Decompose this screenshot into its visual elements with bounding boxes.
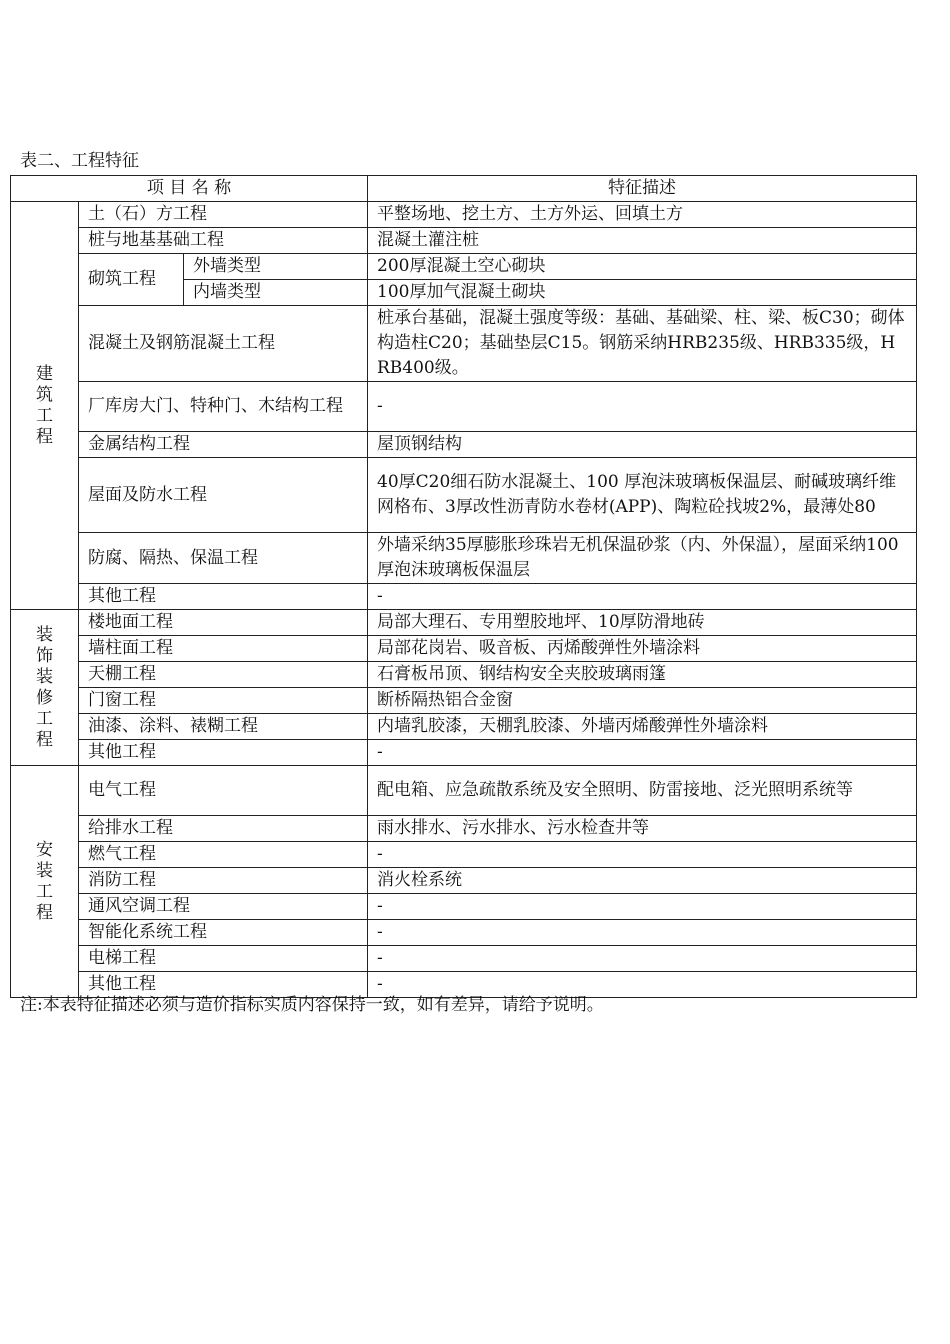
category-label: 装饰装修工程 — [36, 624, 53, 750]
table-row — [11, 202, 917, 228]
table-row — [11, 946, 917, 972]
item-description: - — [368, 972, 917, 998]
table-row — [11, 254, 917, 280]
category-decoration — [11, 610, 79, 766]
sub-item-name: 内墙类型 — [184, 280, 368, 306]
table-row — [11, 894, 917, 920]
table-row — [11, 432, 917, 458]
table-row — [11, 382, 917, 432]
item-description: 局部大理石、专用塑胶地坪、10厚防滑地砖 — [368, 610, 917, 636]
item-name: 消防工程 — [79, 868, 368, 894]
item-name: 厂库房大门、特种门、木结构工程 — [79, 382, 368, 432]
item-name: 桩与地基基础工程 — [79, 228, 368, 254]
item-name: 门窗工程 — [79, 688, 368, 714]
item-description: 桩承台基础，混凝土强度等级：基础、基础梁、柱、梁、板C30；砌体构造柱C20；基础垫层C15。钢筋采纳HRB235级、HRB335级，HRB400级。 — [368, 306, 917, 382]
engineering-features-table — [10, 175, 917, 998]
table-row — [11, 306, 917, 382]
item-name: 油漆、涂料、裱糊工程 — [79, 714, 368, 740]
table-row — [11, 740, 917, 766]
table-row — [11, 584, 917, 610]
category-architecture — [11, 202, 79, 610]
table-row — [11, 868, 917, 894]
item-description: 断桥隔热铝合金窗 — [368, 688, 917, 714]
item-description: - — [368, 740, 917, 766]
table-row — [11, 610, 917, 636]
item-description: 雨水排水、污水排水、污水检查井等 — [368, 816, 917, 842]
table-row — [11, 458, 917, 533]
table-row — [11, 920, 917, 946]
item-description: - — [368, 382, 917, 432]
item-description: 内墙乳胶漆，天棚乳胶漆、外墙丙烯酸弹性外墙涂料 — [368, 714, 917, 740]
table-row — [11, 714, 917, 740]
item-description: 100厚加气混凝土砌块 — [368, 280, 917, 306]
item-name: 土（石）方工程 — [79, 202, 368, 228]
table-row — [11, 688, 917, 714]
item-name: 其他工程 — [79, 584, 368, 610]
item-name: 墙柱面工程 — [79, 636, 368, 662]
item-description: 配电箱、应急疏散系统及安全照明、防雷接地、泛光照明系统等 — [368, 766, 917, 816]
item-description: 石膏板吊顶、钢结构安全夹胶玻璃雨篷 — [368, 662, 917, 688]
table-header-row — [11, 176, 917, 202]
item-description: 局部花岗岩、吸音板、丙烯酸弹性外墙涂料 — [368, 636, 917, 662]
item-name: 电气工程 — [79, 766, 368, 816]
item-description: - — [368, 842, 917, 868]
item-name: 电梯工程 — [79, 946, 368, 972]
item-name: 燃气工程 — [79, 842, 368, 868]
category-label: 建筑工程 — [36, 363, 53, 447]
item-description: 200厚混凝土空心砌块 — [368, 254, 917, 280]
footnote: 注:本表特征描述必须与造价指标实质内容保持一致，如有差异，请给予说明。 — [20, 995, 604, 1015]
item-description: 40厚C20细石防水混凝土、100 厚泡沫玻璃板保温层、耐碱玻璃纤维网格布、3厚改性沥青防水卷材(APP)、陶粒砼找坡2%，最薄处80 — [368, 458, 917, 533]
item-description: - — [368, 584, 917, 610]
item-description: 混凝土灌注桩 — [368, 228, 917, 254]
item-name: 砌筑工程 — [79, 254, 184, 306]
category-label: 安装工程 — [36, 839, 53, 923]
item-description: - — [368, 920, 917, 946]
item-name: 屋面及防水工程 — [79, 458, 368, 533]
item-name: 天棚工程 — [79, 662, 368, 688]
item-description: 消火栓系统 — [368, 868, 917, 894]
table-row — [11, 766, 917, 816]
sub-item-name: 外墙类型 — [184, 254, 368, 280]
item-name: 防腐、隔热、保温工程 — [79, 533, 368, 584]
item-description: 屋顶钢结构 — [368, 432, 917, 458]
table-row — [11, 228, 917, 254]
item-name: 通风空调工程 — [79, 894, 368, 920]
table-row — [11, 662, 917, 688]
item-name: 混凝土及钢筋混凝土工程 — [79, 306, 368, 382]
item-name: 金属结构工程 — [79, 432, 368, 458]
table-row — [11, 816, 917, 842]
item-name: 楼地面工程 — [79, 610, 368, 636]
item-name: 智能化系统工程 — [79, 920, 368, 946]
header-item-name: 项 目 名 称 — [11, 176, 368, 202]
table-caption: 表二、工程特征 — [20, 151, 139, 171]
table-row — [11, 636, 917, 662]
item-description: 平整场地、挖土方、土方外运、回填土方 — [368, 202, 917, 228]
table-row — [11, 533, 917, 584]
item-name: 其他工程 — [79, 972, 368, 998]
header-description: 特征描述 — [368, 176, 917, 202]
category-installation — [11, 766, 79, 998]
item-description: - — [368, 894, 917, 920]
item-description: 外墙采纳35厚膨胀珍珠岩无机保温砂浆（内、外保温），屋面采纳100厚泡沫玻璃板保温层 — [368, 533, 917, 584]
item-name: 给排水工程 — [79, 816, 368, 842]
item-description: - — [368, 946, 917, 972]
item-name: 其他工程 — [79, 740, 368, 766]
table-row — [11, 842, 917, 868]
